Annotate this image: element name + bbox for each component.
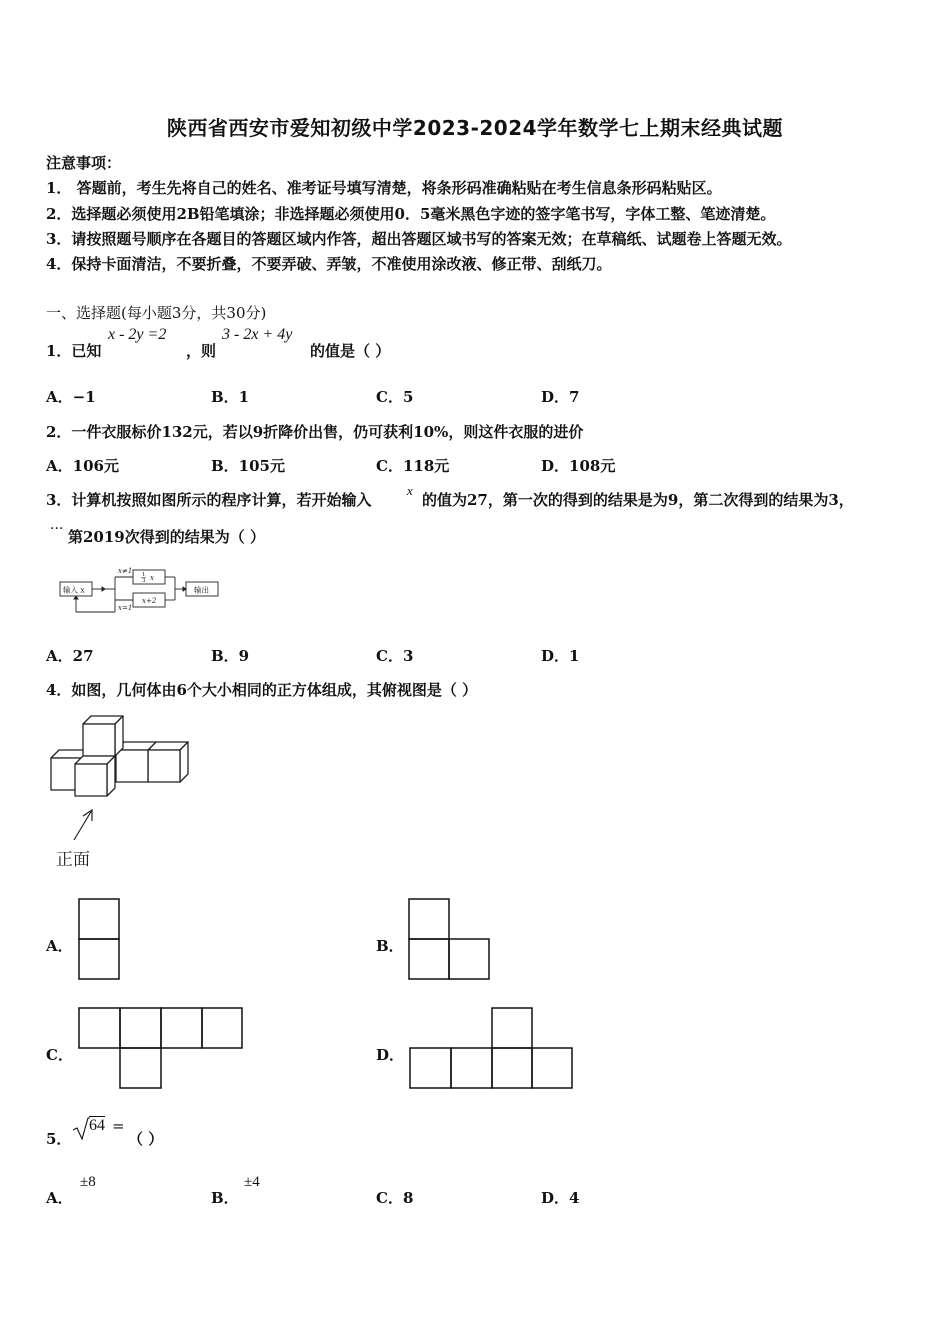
flow-op-add: x+2 [142, 597, 157, 605]
notice-item: 3．请按照题号顺序在各题目的答题区域内作答，超出答题区域书写的答案无效；在草稿纸、试题卷上答题无效。 [46, 230, 792, 248]
flow-op-denominator: 3 [142, 578, 146, 584]
q5-option-c: C．8 [376, 1189, 414, 1207]
page-title: 陕西省西安市爱知初级中学2023-2024学年数学七上期末经典试题 [166, 116, 784, 140]
q2-text: 2．一件衣服标价132元，若以9折降价出售，仍可获利10%，则这件衣服的进价 [46, 423, 584, 441]
q3-text-part2: 的值为27，第一次的得到的结果是为9，第二次得到的结果为3， [422, 491, 854, 509]
q3-option-b: B．9 [211, 647, 250, 665]
flow-condition-eq: x=1 [118, 604, 133, 612]
q3-ellipsis: ··· [50, 521, 64, 537]
front-view-label: 正面 [56, 850, 90, 870]
flow-op-variable: x [150, 574, 154, 582]
q1-connector: ，则 [186, 342, 217, 360]
q3-text-part1: 3．计算机按照如图所示的程序计算，若开始输入 [46, 491, 372, 509]
q1-tail: 的值是（ ） [310, 342, 391, 360]
q2-option-a: A．106元 [46, 457, 119, 475]
q3-option-d: D．1 [541, 647, 580, 665]
q5-option-a-value: ±8 [80, 1174, 96, 1190]
q4-option-c-label: C． [46, 1046, 73, 1064]
q5-option-b-value: ±4 [244, 1174, 260, 1190]
notice-item: 2．选择题必须使用2B铅笔填涂；非选择题必须使用0．5毫米黑色字迹的签字笔书写，字体工整、笔迹清楚。 [46, 205, 776, 223]
q1-option-c: C．5 [376, 388, 414, 406]
q1-option-b: B．1 [211, 388, 250, 406]
q3-option-a: A．27 [46, 647, 94, 665]
q1-number: 1．已知 [46, 342, 102, 360]
q5-option-b-label: B． [211, 1189, 239, 1207]
flow-op-numerator: 1 [142, 572, 146, 578]
q3-text-line2: 第2019次得到的结果为（ ） [68, 528, 265, 546]
q1-option-a: A．−1 [46, 388, 96, 406]
q4-option-b-label: B． [376, 937, 404, 955]
q4-option-b-figure [408, 897, 494, 983]
q3-flowchart [58, 562, 224, 618]
q5-option-a-label: A． [46, 1189, 73, 1207]
q5-number: 5． [46, 1130, 72, 1148]
q4-text: 4．如图，几何体由6个大小相同的正方体组成，其俯视图是（ ） [46, 681, 478, 699]
square-root-icon [72, 1116, 90, 1142]
q4-option-d-figure [409, 1006, 577, 1092]
q1-option-d: D．7 [541, 388, 580, 406]
flow-output-label: 输出 [194, 585, 209, 595]
flow-input-label: 输入 x [63, 585, 85, 595]
q4-option-a-label: A． [46, 937, 73, 955]
flow-operation-box-top [133, 570, 165, 584]
q3-variable: x [407, 483, 413, 498]
section-heading: 一、选择题(每小题3分，共30分) [46, 304, 267, 322]
q1-expression-target: 3 - 2x + 4y [222, 326, 293, 343]
flow-condition-ne: x≠1 [118, 567, 133, 575]
q2-option-c: C．118元 [376, 457, 450, 475]
q5-tail: （ ） [128, 1130, 164, 1148]
q4-option-a-figure [78, 897, 122, 983]
q2-option-b: B．105元 [211, 457, 285, 475]
notice-item: 1． 答题前，考生先将自己的姓名、准考证号填写清楚，将条形码准确粘贴在考生信息条形码粘贴区。 [46, 179, 722, 197]
q5-radicand: 64 [89, 1117, 105, 1134]
q5-equals: = [112, 1117, 125, 1135]
q4-option-c-figure [78, 1006, 246, 1092]
q4-option-d-label: D． [376, 1046, 405, 1064]
q2-option-d: D．108元 [541, 457, 616, 475]
q3-option-c: C．3 [376, 647, 414, 665]
q1-expression-given: x - 2y =2 [108, 326, 167, 343]
q5-option-d: D．4 [541, 1189, 580, 1207]
notice-item: 4．保持卡面清洁，不要折叠，不要弄破、弄皱，不准使用涂改液、修正带、刮纸刀。 [46, 255, 612, 273]
notice-heading: 注意事项： [46, 154, 122, 172]
q4-solid-figure [46, 708, 192, 876]
